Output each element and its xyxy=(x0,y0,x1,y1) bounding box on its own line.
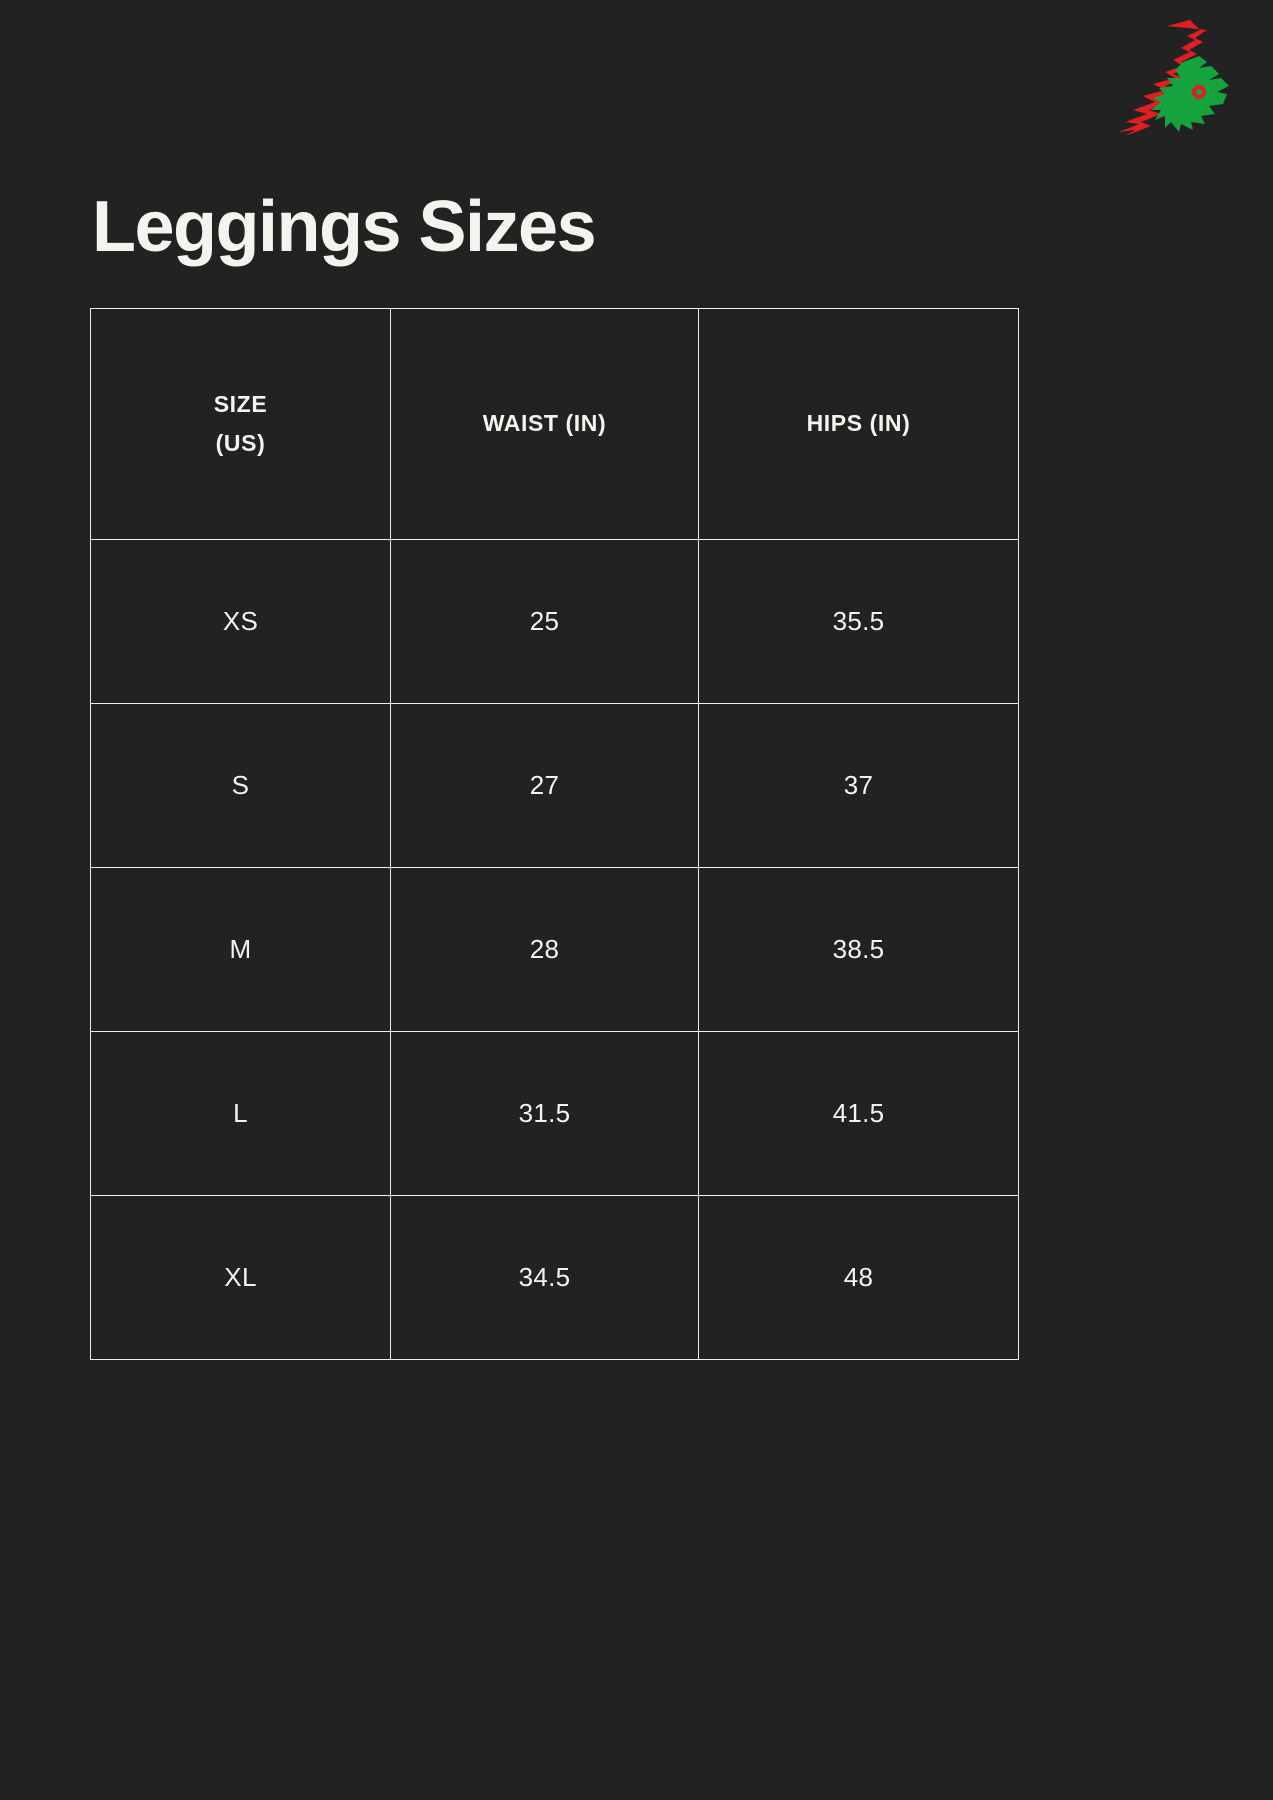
column-header-size xyxy=(91,309,391,540)
cell-size: L xyxy=(91,1032,391,1196)
table-row xyxy=(91,1196,1019,1360)
column-header-size-line1: SIZE xyxy=(213,390,268,417)
cell-waist: 28 xyxy=(391,868,699,1032)
cell-size: S xyxy=(91,704,391,868)
column-header-size-line2: (US) xyxy=(215,430,266,456)
table-row xyxy=(91,540,1019,704)
table-header-row xyxy=(91,309,1019,540)
table-row xyxy=(91,704,1019,868)
column-header-hips: HIPS (IN) xyxy=(699,309,1019,540)
cell-hips: 38.5 xyxy=(699,868,1019,1032)
cell-waist: 31.5 xyxy=(391,1032,699,1196)
cell-hips: 41.5 xyxy=(699,1032,1019,1196)
cell-hips: 37 xyxy=(699,704,1019,868)
cell-waist: 25 xyxy=(391,540,699,704)
column-header-waist: WAIST (IN) xyxy=(391,309,699,540)
cell-hips: 35.5 xyxy=(699,540,1019,704)
page-title: Leggings Sizes xyxy=(92,187,596,267)
table-row xyxy=(91,1032,1019,1196)
size-chart-table xyxy=(90,308,1019,1360)
table-row xyxy=(91,868,1019,1032)
cell-waist: 27 xyxy=(391,704,699,868)
dragon-logo xyxy=(1095,18,1245,138)
cell-size: M xyxy=(91,868,391,1032)
cell-size: XL xyxy=(91,1196,391,1360)
cell-waist: 34.5 xyxy=(391,1196,699,1360)
cell-size: XS xyxy=(91,540,391,704)
cell-hips: 48 xyxy=(699,1196,1019,1360)
